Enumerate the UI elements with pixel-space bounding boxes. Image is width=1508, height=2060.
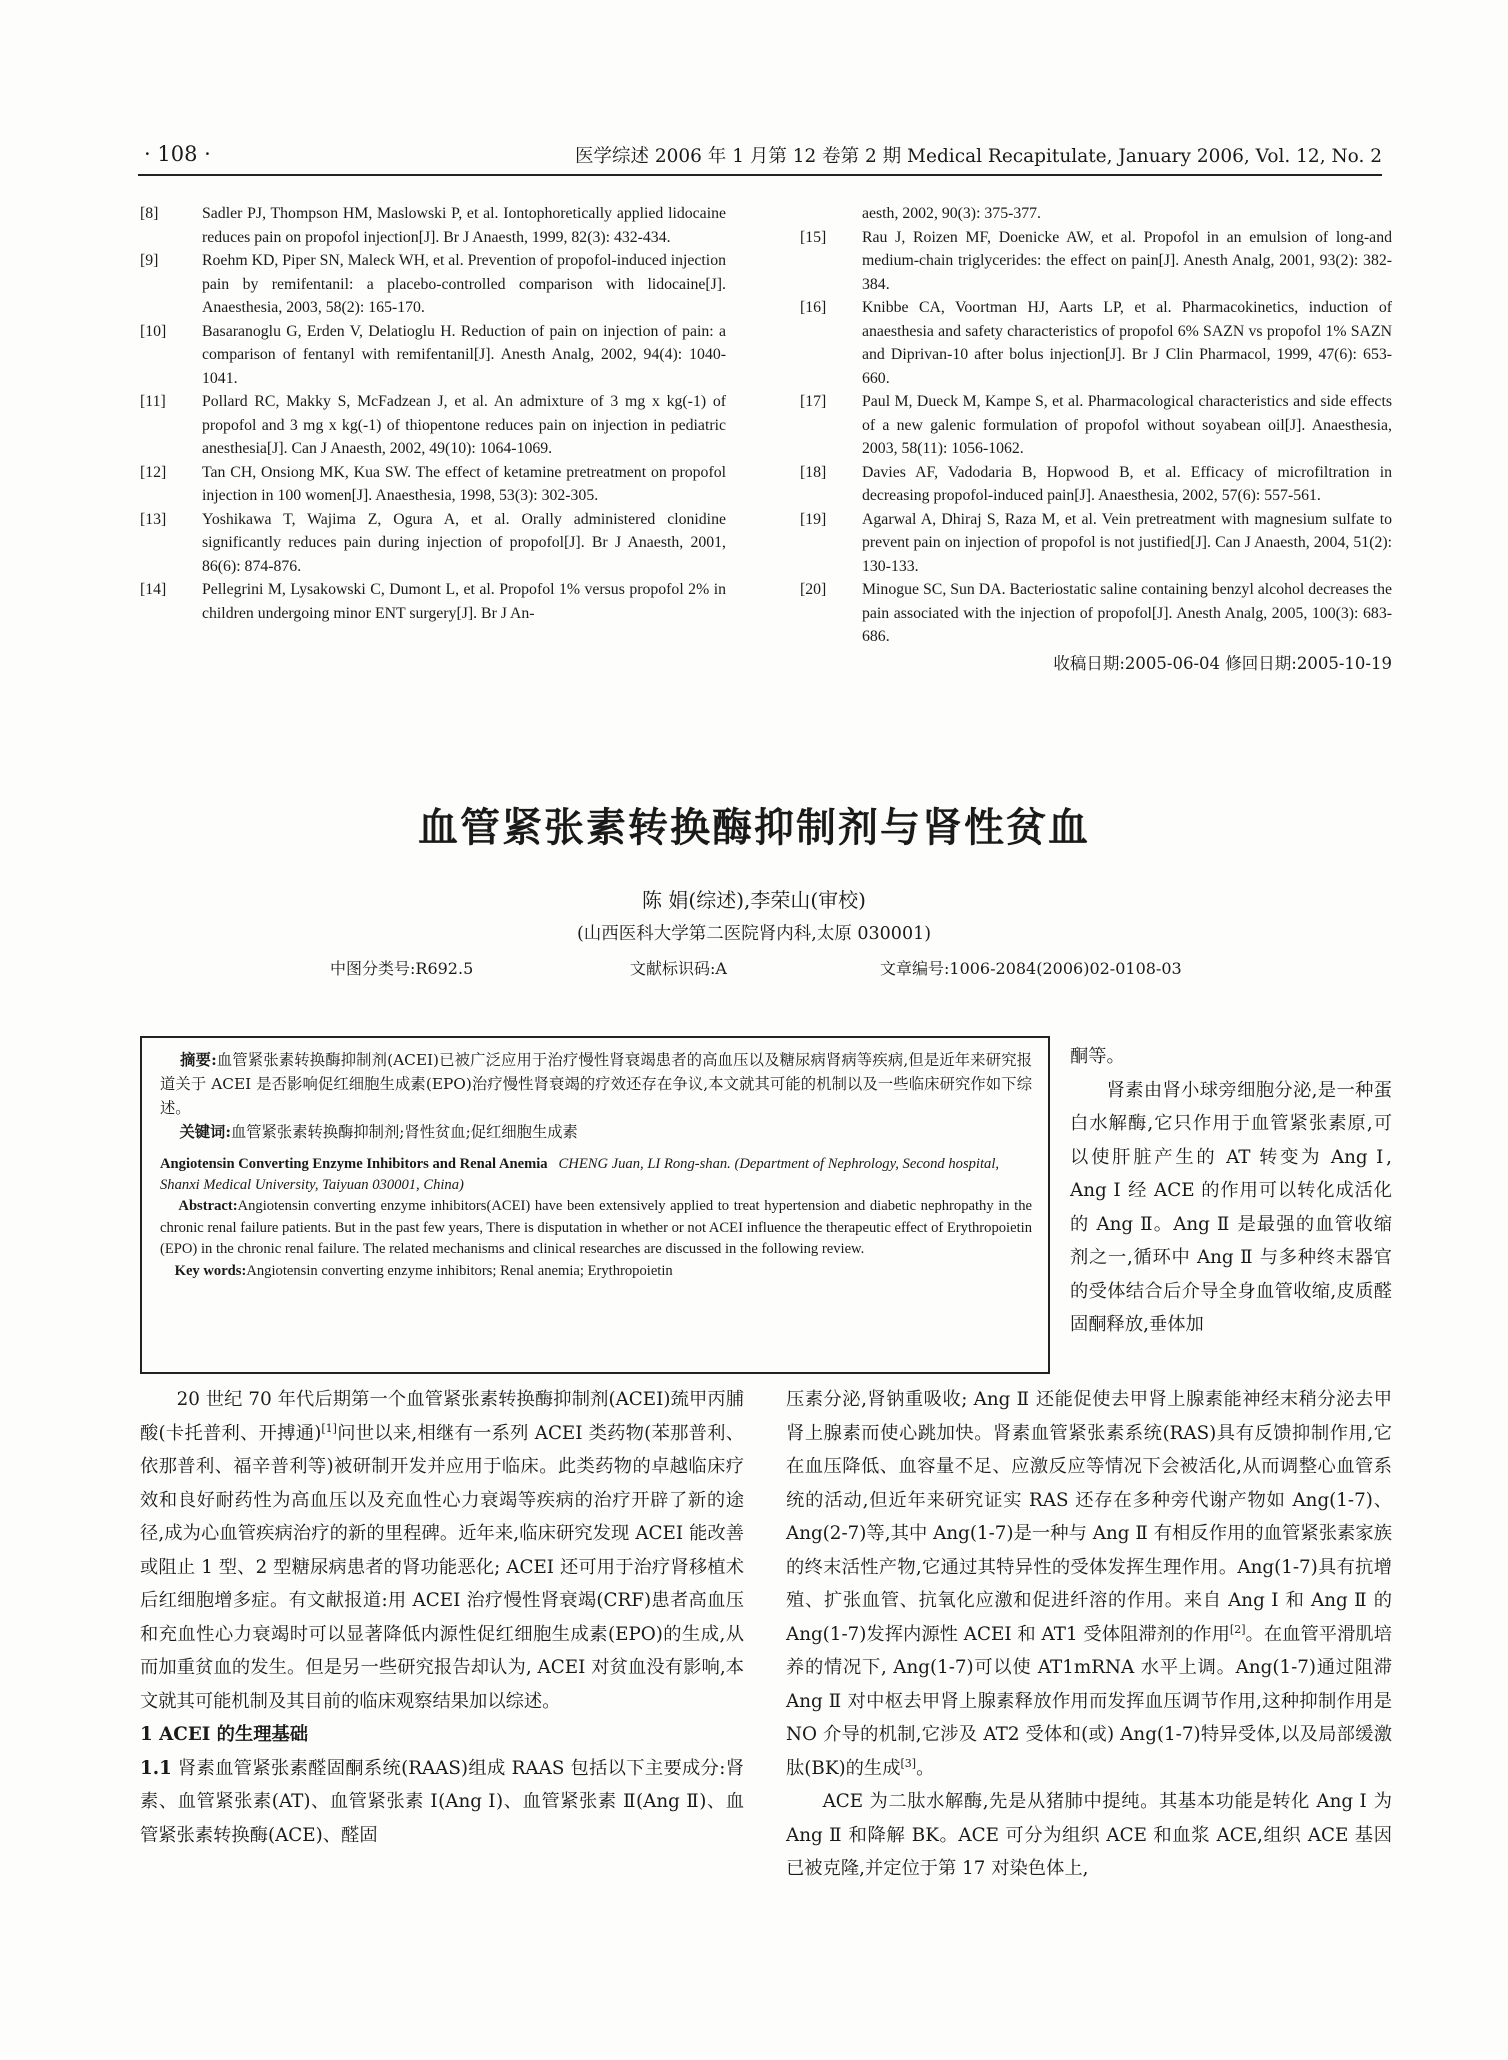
article-affiliation: (山西医科大学第二医院肾内科,太原 030001): [576, 924, 932, 944]
reference-text: Basaranoglu G, Erden V, Delatioglu H. Reduction of pain on injection of pain: a comparison of fentanyl with remifentanil[J]. Anesth Analg, 2002, 94(4): 1040-1041.: [202, 322, 726, 387]
citation-marker: [1]: [321, 1421, 337, 1435]
reference-number: [10]: [140, 322, 167, 340]
citation-marker: [2]: [1229, 1622, 1246, 1636]
reference-number: [14]: [140, 581, 167, 598]
paragraph-text: 压素分泌,肾钠重吸收; Ang Ⅱ 还能促使去甲肾上腺素能神经末稍分泌去甲肾上腺素而使心跳加快。肾素血管紧张素系统(RAS)具有反馈抑制作用,它在血压降低、血容量不足、应激反应等情况下会被活化,从而调整心血管系统的活动,但近年来研究证实 RAS 还存在多种旁代谢产物如 Ang(1-7)、Ang(2-7)等,其中 Ang(1-7)是一种与 Ang Ⅱ 有相反作用的血管紧张素家族的终末活性产物,它通过其特异性的受体发挥生理作用。Ang(1-7)具有抗增殖、扩张血管、抗氧化应激和促进纤溶的作用。来自 Ang Ⅰ 和 Ang Ⅱ 的 Ang(1-7)发挥内源性 ACEI 和 AT1 受体阻滞剂的作用: [786, 1389, 1392, 1645]
reference-text: Pellegrini M, Lysakowski C, Dumont L, et al. Propofol 1% versus propofol 2% in children undergoing minor ENT surgery[J]. Br J An-: [202, 581, 726, 622]
keywords-text: 血管紧张素转换酶抑制剂;肾性贫血;促红细胞生成素: [231, 1123, 578, 1141]
paragraph-text: 。: [916, 1757, 935, 1779]
reference-item: [140, 461, 726, 508]
paragraph-text: 。在血管平滑肌培养的情况下, Ang(1-7)可以使 AT1mRNA 水平上调。Ang(1-7)通过阻滞 Ang Ⅱ 对中枢去甲肾上腺素释放作用而发挥血压调节作用,这种抑制作用是 NO 介导的机制,它涉及 AT2 受体和(或) Ang(1-7)特异受体,以及局部缓激肽(BK)的生成: [786, 1623, 1393, 1779]
keywords-label: 关键词:: [179, 1123, 231, 1141]
reference-text: Agarwal A, Dhiraj S, Raza M, et al. Vein pretreatment with magnesium sulfate to prevent pain on injection of propofol is not justified[J]. Can J Anaesth, 2004, 51(2): 130-133.: [862, 510, 1392, 575]
reference-number: [16]: [800, 299, 827, 316]
reference-item: [800, 461, 1392, 508]
body-wrap-column: [1070, 1040, 1392, 1342]
reference-text: aesth, 2002, 90(3): 375-377.: [862, 205, 1042, 222]
body-right-column: [786, 1383, 1392, 1886]
reference-number: [13]: [140, 510, 167, 528]
reference-number: [20]: [800, 581, 827, 598]
reference-item: [800, 296, 1392, 390]
reference-number: [19]: [800, 510, 827, 528]
body-paragraph: ACE 为二肽水解酶,先是从猪肺中提纯。其基本功能是转化 Ang Ⅰ 为 Ang Ⅱ 和降解 BK。ACE 可分为组织 ACE 和血浆 ACE,组织 ACE 基因已被克隆,并定位于第 17 对染色体上,: [786, 1791, 1392, 1879]
running-header: [138, 140, 1382, 176]
reference-item: [800, 508, 1392, 579]
english-abstract-label: Abstract:: [178, 1198, 238, 1214]
reference-number: [9]: [140, 252, 159, 269]
intro-paragraph: [140, 1383, 744, 1718]
reference-item: [140, 578, 726, 625]
abstract-text: 血管紧张素转换酶抑制剂(ACEI)已被广泛应用于治疗慢性肾衰竭患者的高血压以及糖尿病肾病等疾病,但是近年来研究报道关于 ACEI 是否影响促红细胞生成素(EPO)治疗慢性肾衰竭的疗效还存在争议,本文就其可能的机制以及一些临床研究作如下综述。: [160, 1051, 1032, 1117]
subsection-number: 1.1: [140, 1757, 172, 1779]
chinese-abstract: [160, 1048, 1032, 1120]
reference-text: Sadler PJ, Thompson HM, Maslowski P, et al. Iontophoretically applied lidocaine reduces pain on propofol injection[J]. Br J Anaesth, 1999, 82(3): 432-434.: [202, 205, 726, 246]
english-keywords: [160, 1261, 1032, 1283]
english-title: Angiotensin Converting Enzyme Inhibitors and Renal Anemia: [160, 1156, 548, 1172]
reference-text: Rau J, Roizen MF, Doenicke AW, et al. Propofol in an emulsion of long-and medium-chain triglycerides: the effect on pain[J]. Anesth Analg, 2001, 93(2): 382-384.: [862, 228, 1392, 293]
body-paragraph: 酮等。: [1070, 1046, 1125, 1067]
journal-citation-line: 医学综述 2006 年 1 月第 12 卷第 2 期 Medical Recapitulate, January 2006, Vol. 12, No. 2: [574, 146, 1382, 167]
reference-text: Knibbe CA, Voortman HJ, Aarts LP, et al. Pharmacokinetics, induction of anaesthesia and safety characteristics of propofol 6% SAZN vs propofol 1% SAZN and Diprivan-10 after bolus injection[J]. Br J Clin Pharmacol, 1999, 47(6): 653-660.: [862, 299, 1392, 387]
english-abstract: [160, 1196, 1032, 1261]
reference-text: Davies AF, Vadodaria B, Hopwood B, et al. Efficacy of microfiltration in decreasing propofol-induced pain[J]. Anaesthesia, 2002, 57(6): 557-561.: [862, 463, 1392, 504]
english-title-line: [160, 1154, 1032, 1196]
reference-item: [140, 320, 726, 391]
chinese-keywords: [160, 1120, 1032, 1144]
reference-item: [140, 249, 726, 320]
article-id: 文章编号:1006-2084(2006)02-0108-03: [880, 959, 1182, 978]
references-right-column: [800, 202, 1392, 677]
paragraph-text: 20 世纪 70 年代后期第一个血管紧张素转换酶抑制剂(ACEI)巯甲丙脯酸(卡托普利、开搏通): [140, 1389, 744, 1444]
reference-text: Roehm KD, Piper SN, Maleck WH, et al. Prevention of propofol-induced injection pain by remifentanil: a placebo-controlled comparison with lidocaine[J]. Anaesthesia, 2003, 58(2): 165-170.: [202, 252, 726, 316]
reference-number: [8]: [140, 205, 159, 222]
reference-item: [140, 202, 726, 249]
article-authors: 陈 娟(综述),李荣山(审校): [642, 888, 866, 912]
section-heading: 1 ACEI 的生理基础: [140, 1724, 309, 1745]
reference-number: [11]: [140, 393, 166, 410]
reference-item: [800, 202, 1392, 226]
clc-number: 中图分类号:R692.5: [330, 959, 474, 978]
received-revised-dates: 收稿日期:2005-06-04 修回日期:2005-10-19: [1053, 653, 1392, 673]
english-keywords-text: Angiotensin converting enzyme inhibitors; Renal anemia; Erythropoietin: [246, 1262, 673, 1279]
reference-text: Paul M, Dueck M, Kampe S, et al. Pharmacological characteristics and side effects of a new galenic formulation of propofol without soyabean oil[J]. Anaesthesia, 2003, 58(11): 1056-1062.: [862, 393, 1392, 457]
reference-number: [17]: [800, 393, 827, 410]
reference-text: Minogue SC, Sun DA. Bacteriostatic saline containing benzyl alcohol decreases the pain associated with the injection of propofol[J]. Anesth Analg, 2005, 100(3): 683-686.: [862, 581, 1392, 645]
reference-text: Pollard RC, Makky S, McFadzean J, et al. An admixture of 3 mg x kg(-1) of propofol and 3 mg x kg(-1) of thiopentone reduces pain on injection in pediatric anesthesia[J]. Can J Anaesth, 2002, 49(10): 1064-1069.: [202, 393, 726, 457]
subsection-paragraph: [140, 1752, 744, 1853]
english-abstract-text: Angiotensin converting enzyme inhibitors(ACEI) have been extensively applied to treat hypertension and diabetic nephropathy in the chronic renal failure patients. But in the past few years, There is disputation in whether or not ACEI influence the therapeutic effect of Erythropoietin (EPO) in the chronic renal failure. The related mechanisms and clinical researches are discussed in the following review.: [160, 1198, 1032, 1257]
reference-number: [18]: [800, 463, 827, 481]
document-code: 文献标识码:A: [630, 959, 727, 978]
citation-marker: [3]: [900, 1756, 917, 1770]
reference-item: [140, 390, 726, 461]
references-left-column: [140, 202, 726, 625]
abstract-label: 摘要:: [180, 1051, 217, 1069]
reference-text: Tan CH, Onsiong MK, Kua SW. The effect of ketamine pretreatment on propofol injection in 100 women[J]. Anaesthesia, 1998, 53(3): 302-305.: [202, 463, 726, 504]
body-paragraph: [786, 1383, 1392, 1785]
page-number: · 108 ·: [144, 142, 211, 166]
reference-item: [800, 390, 1392, 461]
paragraph-text: 肾素血管紧张素醛固酮系统(RAAS)组成 RAAS 包括以下主要成分:肾素、血管紧张素(AT)、血管紧张素 Ⅰ(Ang Ⅰ)、血管紧张素 Ⅱ(Ang Ⅱ)、血管紧张素转换酶(ACE)、醛固: [140, 1757, 744, 1846]
english-keywords-label: Key words:: [174, 1262, 247, 1279]
abstract-box: [140, 1036, 1050, 1374]
reference-number: [800, 202, 862, 226]
body-left-column: [140, 1383, 744, 1852]
article-title: 血管紧张素转换酶抑制剂与肾性贫血: [418, 804, 1090, 851]
reference-item: [800, 578, 1392, 649]
reference-number: [15]: [800, 228, 827, 246]
body-paragraph: 肾素由肾小球旁细胞分泌,是一种蛋白水解酶,它只作用于血管紧张素原,可以使肝脏产生的 AT 转变为 Ang Ⅰ, Ang Ⅰ 经 ACE 的作用可以转化成活化的 Ang Ⅱ。Ang Ⅱ 是最强的血管收缩剂之一,循环中 Ang Ⅱ 与多种终末器官的受体结合后介导全身血管收缩,皮质醛固酮释放,垂体加: [1070, 1079, 1392, 1335]
reference-item: [800, 226, 1392, 297]
english-authors: CHENG Juan, LI Rong-shan. (Department of Nephrology, Second hospital, Shanxi Medical University, Taiyuan 030001, China): [160, 1156, 1000, 1193]
paragraph-text: 问世以来,相继有一系列 ACEI 类药物(苯那普利、依那普利、福辛普利等)被研制开发并应用于临床。此类药物的卓越临床疗效和良好耐药性为高血压以及充血性心力衰竭等疾病的治疗开辟了新的途径,成为心血管疾病治疗的新的里程碑。近年来,临床研究发现 ACEI 能改善或阻止 1 型、2 型糖尿病患者的肾功能恶化; ACEI 还可用于治疗肾移植术后红细胞增多症。有文献报道:用 ACEI 治疗慢性肾衰竭(CRF)患者高血压和充血性心力衰竭时可以显著降低内源性促红细胞生成素(EPO)的生成,从而加重贫血的发生。但是另一些研究报告却认为, ACEI 对贫血没有影响,本文就其可能机制及其目前的临床观察结果加以综述。: [140, 1422, 745, 1712]
reference-text: Yoshikawa T, Wajima Z, Ogura A, et al. Orally administered clonidine significantly reduces pain during injection of propofol[J]. Br J Anaesth, 2001, 86(6): 874-876.: [202, 510, 726, 575]
reference-item: [140, 508, 726, 579]
reference-number: [12]: [140, 463, 167, 481]
